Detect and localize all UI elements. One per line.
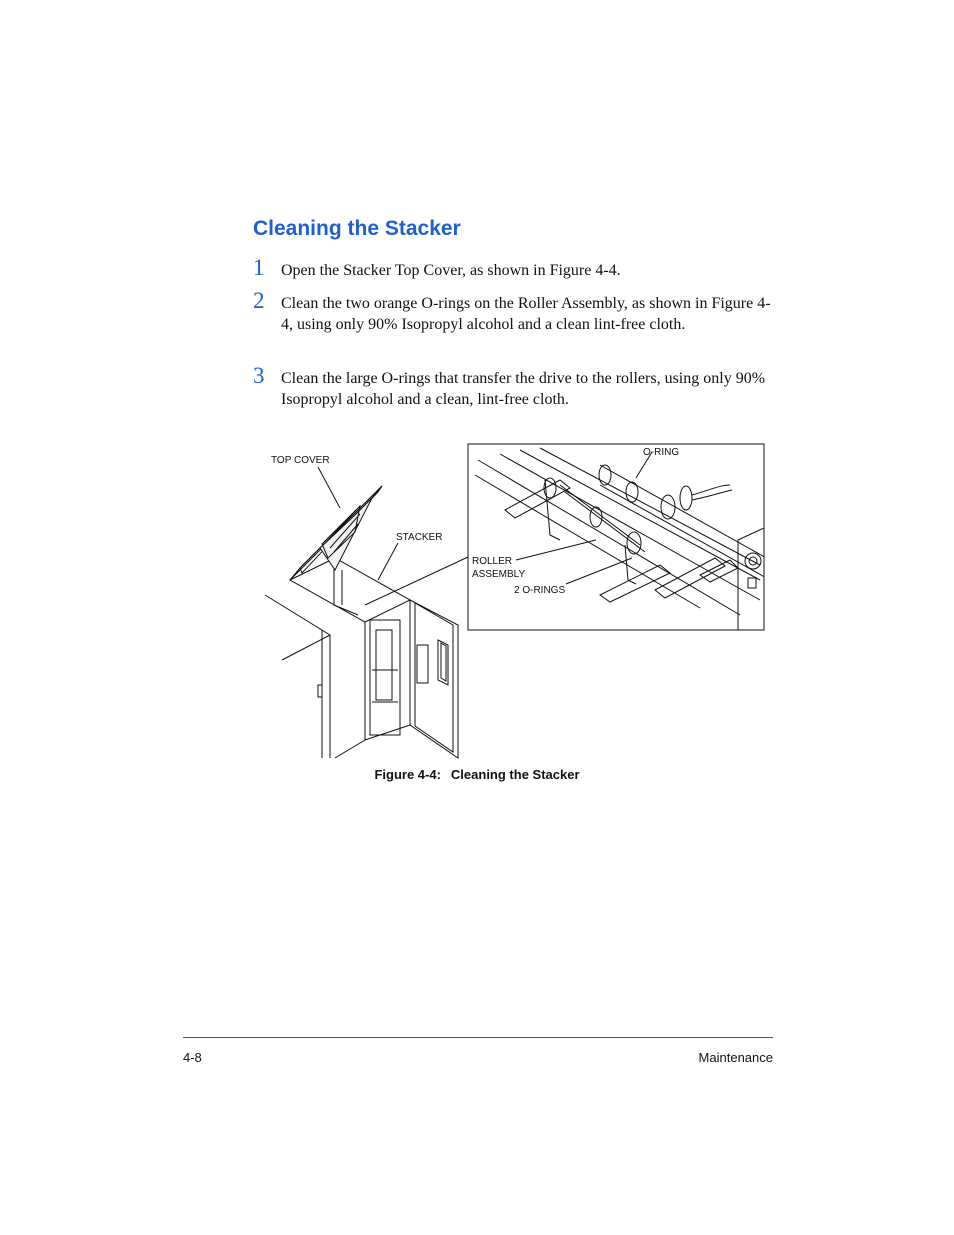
callout-top-cover: TOP COVER bbox=[271, 455, 330, 466]
figure-caption bbox=[0, 767, 954, 782]
callout-o-ring: O-RING bbox=[643, 447, 680, 458]
leader-stacker bbox=[378, 543, 398, 580]
page-number: 4-8 bbox=[183, 1050, 202, 1065]
stacker-top bbox=[290, 558, 410, 622]
step-number: 3 bbox=[253, 363, 265, 388]
step-text: Open the Stacker Top Cover, as shown in Figure 4-4. bbox=[281, 262, 621, 279]
step-text: Clean the two orange O-rings on the Roller Assembly, as shown in Figure 4-4, using only 90% Isopropyl alcohol and a clean lint-free cloth. bbox=[281, 295, 771, 333]
step-number: 2 bbox=[253, 288, 265, 313]
printer-body-top bbox=[282, 635, 330, 660]
section-heading: Cleaning the Stacker bbox=[253, 217, 461, 240]
footer-rule bbox=[183, 1037, 773, 1038]
leader-detail bbox=[365, 557, 468, 605]
step-number: 1 bbox=[253, 255, 265, 280]
callout-roller-line2: ASSEMBLY bbox=[472, 569, 526, 580]
leader-roller-assembly bbox=[516, 540, 596, 560]
callout-roller-line1: ROLLER bbox=[472, 556, 513, 567]
callout-stacker: STACKER bbox=[396, 532, 443, 543]
caption-title: Cleaning the Stacker bbox=[450, 767, 580, 782]
leader-top-cover bbox=[318, 467, 340, 508]
leader-two-o-rings bbox=[566, 558, 632, 584]
stacker-figure bbox=[260, 440, 770, 765]
roller-detail-box bbox=[468, 444, 764, 630]
stacker-illustration bbox=[260, 440, 770, 765]
footer-section: Maintenance bbox=[698, 1050, 773, 1065]
caption-label: Figure 4-4: bbox=[374, 767, 441, 782]
step-text: Clean the large O-rings that transfer the drive to the rollers, using only 90% Isopropyl alcohol and a clean, lint-free cloth. bbox=[281, 370, 766, 408]
printer-body-outline bbox=[265, 595, 330, 758]
callout-two-o-rings: 2 O-RINGS bbox=[514, 585, 566, 596]
